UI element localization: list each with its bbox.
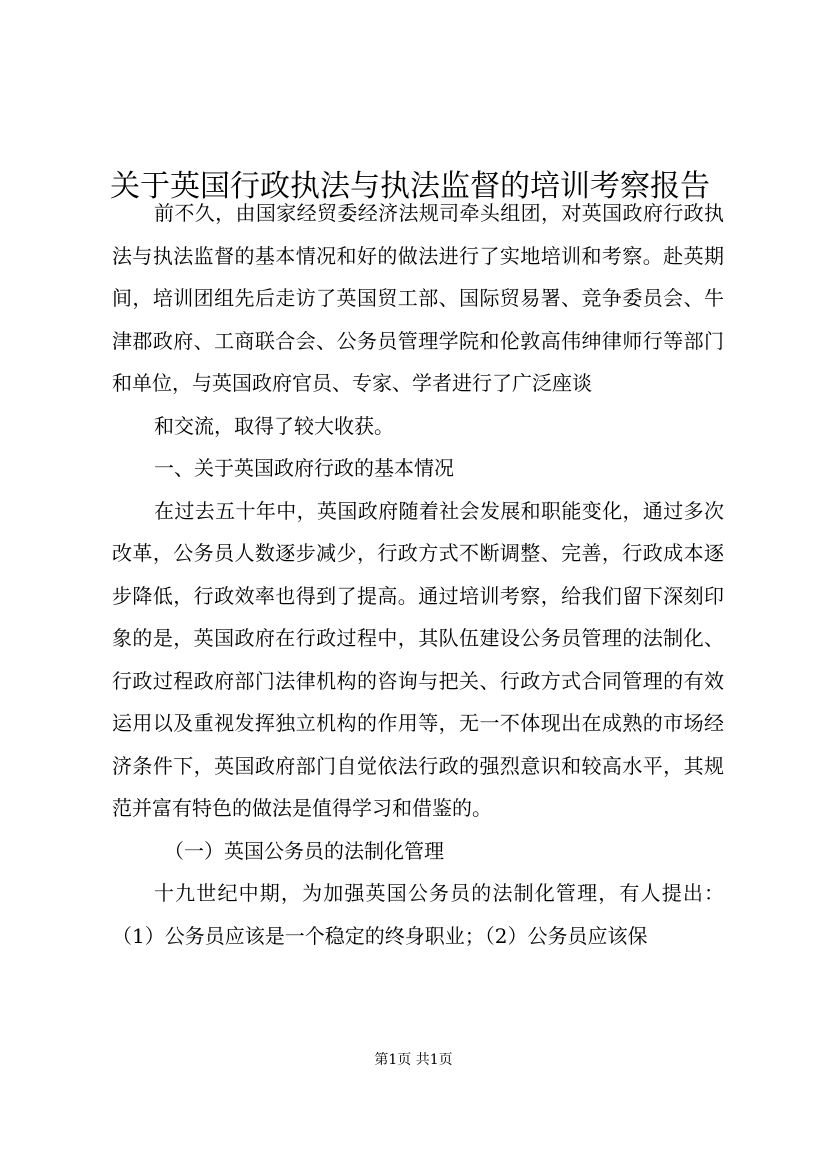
paragraph-section-1: 在过去五十年中，英国政府随着社会发展和职能变化，通过多次改革，公务员人数逐步减少，行政方式不断调整、完善，行政成本逐步降低，行政效率也得到了提高。通过培训考察，给我们留下深刻印象的是，英国政府在行政过程中，其队伍建设公务员管理的法制化、行政过程政府部门法律机构的咨询与把关、行政方式合同管理的有效运用以及重视发挥独立机构的作用等，无一不体现出在成熟的市场经济条件下，英国政府部门自觉依法行政的强烈意识和较高水平，其规范并富有特色的做法是值得学习和借鉴的。 bbox=[112, 498, 724, 820]
document-body bbox=[112, 192, 724, 957]
section-heading-1: 一、关于英国政府行政的基本情况 bbox=[154, 456, 454, 480]
paragraph-intro-continued: 和交流，取得了较大收获。 bbox=[154, 413, 394, 438]
paragraph-subsection-1: 十九世纪中期，为加强英国公务员的法制化管理，有人提出：（1）公务员应该是一个稳定的终身职业；（2）公务员应该保 bbox=[112, 881, 724, 948]
subsection-heading-1: （一）英国公务员的法制化管理 bbox=[164, 838, 444, 863]
paragraph-intro: 前不久，由国家经贸委经济法规司牵头组团，对英国政府行政执法与执法监督的基本情况和好的做法进行了实地培训和考察。赴英期间，培训团组先后走访了英国贸工部、国际贸易署、竞争委员会、牛津郡政府、工商联合会、公务员管理学院和伦敦高伟绅律师行等部门和单位，与英国政府官员、专家、学者进行了广泛座谈 bbox=[112, 201, 724, 395]
page-number-footer: 第1页 共1页 bbox=[374, 1052, 453, 1068]
document-title: 关于英国行政执法与执法监督的培训考察报告 bbox=[110, 169, 710, 205]
